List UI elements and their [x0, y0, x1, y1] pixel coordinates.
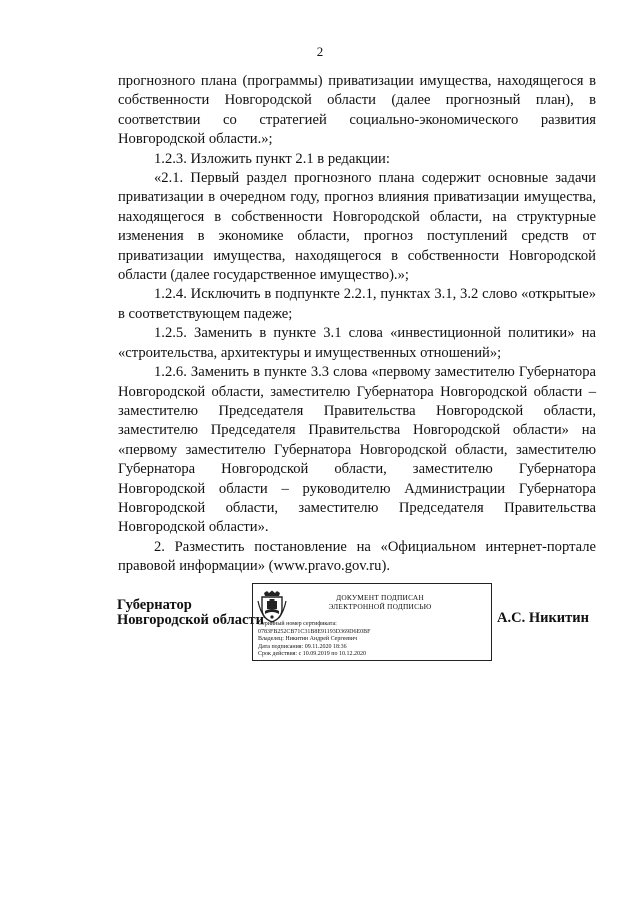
- signatory-name: А.С. Никитин: [497, 610, 589, 626]
- paragraph-1-2-5: 1.2.5. Заменить в пункте 3.1 слова «инвестиционной политики» на «строительства, архитектуры и имущественных отношений»;: [118, 325, 596, 361]
- paragraph-1-2-3: 1.2.3. Изложить пункт 2.1 в редакции:: [154, 150, 390, 167]
- stamp-heading: [287, 593, 473, 611]
- coat-of-arms-icon: [257, 589, 287, 623]
- stamp-owner: Владелец: Никитин Андрей Сергеевич: [258, 636, 358, 643]
- paragraph-1-2-4: 1.2.4. Исключить в подпункте 2.2.1, пунктах 3.1, 3.2 слово «открытые» в соответствующем падеже;: [118, 286, 596, 322]
- signatory-title-line2: Новгородской области: [117, 612, 264, 628]
- stamp-heading-line2: ЭЛЕКТРОННОЙ ПОДПИСЬЮ: [328, 602, 432, 611]
- stamp-validity: Срок действия: с 10.09.2019 по 10.12.2020: [258, 651, 366, 658]
- paragraph-1-2-6: 1.2.6. Заменить в пункте 3.3 слова «первому заместителю Губернатора Новгородской области, заместителю Губернатора Новгородской области – заместителю Председателя Правительства Новгородской области, заместителю Председателя Правительства Новгородской области» на «первому заместителю Губернатора Новгородской области, заместителю Губернатора Новгородской области, заместителю Губернатора Новгородской области – руководителю Администрации Губернатора Новгородской области, заместителю Председателя Правительства Новгородской области».: [118, 364, 596, 536]
- stamp-heading-line1: ДОКУМЕНТ ПОДПИСАН: [336, 593, 424, 602]
- stamp-certificate-info: [258, 621, 370, 659]
- stamp-signed-date: Дата подписания: 09.11.2020 18:36: [258, 643, 347, 650]
- signatory-title-line1: Губернатор: [117, 597, 192, 613]
- electronic-signature-stamp: [252, 583, 492, 661]
- stamp-serial-label: Серийный номер сертификата:: [258, 621, 337, 627]
- document-body: [118, 72, 596, 577]
- paragraph-2: 2. Разместить постановление на «Официальном интернет-портале правовой информации» (www.pravo.gov.ru).: [118, 538, 596, 575]
- paragraph-2-1-text: «2.1. Первый раздел прогнозного плана содержит основные задачи приватизации в очередном году, прогноз влияния приватизации имущества, находящегося в собственности Новгородской области, на структурные изменения в экономике области, прогноз поступлений средств от приватизации имущества, находящегося в собственности Новгородской области (далее государственное имущество).»;: [118, 170, 596, 284]
- signatory-title: [117, 598, 264, 628]
- paragraph-continuation: прогнозного плана (программы) приватизации имущества, находящегося в собственности Новгородской области (далее прогнозный план), в соответствии со стратегией социально-экономического развития Новгородской области.»;: [118, 73, 596, 148]
- stamp-serial-value: 0783FB252CB71C31B8E91193D369D6E0BF: [258, 628, 371, 635]
- page-number: 2: [316, 44, 324, 59]
